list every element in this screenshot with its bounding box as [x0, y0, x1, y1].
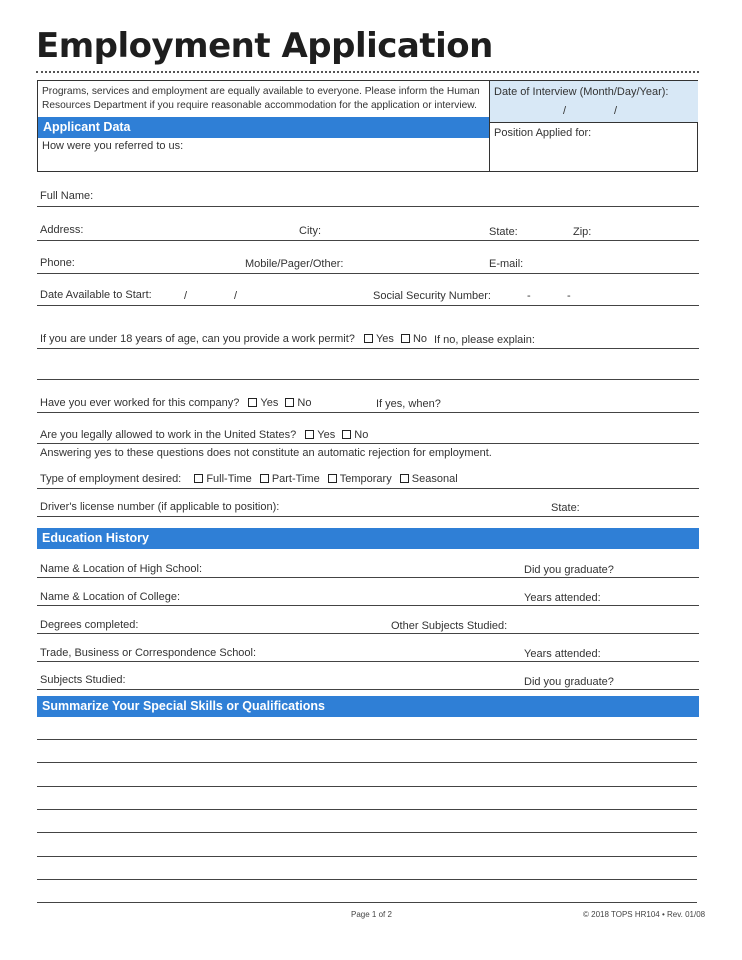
high-school-field[interactable] [37, 577, 699, 578]
trade-graduate-label: Did you graduate? [524, 676, 614, 688]
email-label: E-mail: [489, 258, 524, 270]
if-no-explain-label: If no, please explain: [434, 334, 535, 346]
college-label: Name & Location of College: [40, 591, 181, 603]
state-label: State: [489, 226, 518, 238]
equal-opportunity-notice: Programs, services and employment are equally available to everyone. Please inform the Human Resources Department if you require reasonable accommodation for the application or interview. [42, 86, 480, 111]
disclaimer-text: Answering yes to these questions does not constitute an automatic rejection for employment. [40, 447, 492, 459]
worked-before-no-checkbox[interactable] [285, 398, 294, 407]
education-header: Education History [37, 528, 699, 549]
title-divider [36, 71, 699, 73]
ssn-separator: - [567, 290, 571, 302]
legal-work-yes-checkbox[interactable] [305, 430, 314, 439]
page-number: Page 1 of 2 [351, 910, 392, 919]
ssn-label: Social Security Number: [373, 290, 491, 302]
date-ssn-field[interactable] [37, 305, 699, 306]
full-time-checkbox[interactable] [194, 474, 203, 483]
header-box-divider [489, 81, 490, 172]
temporary-checkbox[interactable] [328, 474, 337, 483]
work-permit-yes-checkbox[interactable] [364, 334, 373, 343]
legal-work-question [40, 429, 368, 441]
if-yes-when-label: If yes, when? [376, 398, 441, 410]
college-field[interactable] [37, 605, 699, 606]
no-label: No [297, 397, 312, 409]
mobile-label: Mobile/Pager/Other: [245, 258, 344, 270]
referred-label: How were you referred to us: [42, 140, 184, 152]
full-name-label: Full Name: [40, 190, 94, 202]
part-time-checkbox[interactable] [260, 474, 269, 483]
position-applied-label: Position Applied for: [494, 127, 592, 139]
legal-work-label: Are you legally allowed to work in the United States? [40, 429, 297, 441]
license-label: Driver's license number (if applicable to position): [40, 501, 280, 513]
work-permit-label: If you are under 18 years of age, can you provide a work permit? [40, 333, 355, 345]
subjects-studied-label: Subjects Studied: [40, 674, 126, 686]
copyright: © 2018 TOPS HR104 • Rev. 01/08 [583, 910, 706, 919]
full-time-label: Full-Time [206, 473, 252, 485]
degrees-label: Degrees completed: [40, 619, 139, 631]
legal-work-no-checkbox[interactable] [342, 430, 351, 439]
skills-header: Summarize Your Special Skills or Qualifications [37, 696, 699, 717]
page-title: Employment Application [36, 26, 493, 66]
skills-line[interactable] [37, 762, 697, 763]
high-school-label: Name & Location of High School: [40, 563, 203, 575]
seasonal-label: Seasonal [411, 473, 458, 485]
trade-school-label: Trade, Business or Correspondence School: [40, 647, 257, 659]
skills-line[interactable] [37, 809, 697, 810]
address-field[interactable] [37, 240, 699, 241]
city-label: City: [299, 225, 321, 237]
college-years-label: Years attended: [524, 592, 601, 604]
license-state-label: State: [551, 502, 580, 514]
work-permit-question [40, 333, 427, 345]
trade-years-label: Years attended: [524, 648, 601, 660]
zip-label: Zip: [573, 226, 592, 238]
worked-before-question [40, 397, 311, 409]
interview-date-separator: / [614, 105, 618, 117]
employment-type-field[interactable] [37, 488, 699, 489]
interview-date-label: Date of Interview (Month/Day/Year): [494, 86, 669, 98]
worked-before-label: Have you ever worked for this company? [40, 397, 240, 409]
date-available-label: Date Available to Start: [40, 289, 152, 301]
license-field[interactable] [37, 516, 699, 517]
other-subjects-label: Other Subjects Studied: [391, 620, 508, 632]
seasonal-checkbox[interactable] [400, 474, 409, 483]
no-label: No [354, 429, 369, 441]
skills-line[interactable] [37, 739, 697, 740]
work-permit-no-checkbox[interactable] [401, 334, 410, 343]
trade-school-field[interactable] [37, 661, 699, 662]
worked-before-yes-checkbox[interactable] [248, 398, 257, 407]
work-permit-explain-field[interactable] [37, 379, 699, 380]
full-name-field[interactable] [37, 206, 699, 207]
employment-type-label: Type of employment desired: [40, 473, 182, 485]
no-label: No [412, 333, 428, 345]
temporary-label: Temporary [339, 473, 392, 485]
skills-line[interactable] [37, 902, 697, 903]
degrees-field[interactable] [37, 633, 699, 634]
worked-before-field[interactable] [37, 412, 699, 413]
yes-label: Yes [260, 397, 279, 409]
subjects-studied-field[interactable] [37, 689, 699, 690]
skills-line[interactable] [37, 856, 697, 857]
applicant-data-header: Applicant Data [38, 117, 489, 138]
interview-date-separator: / [563, 105, 567, 117]
date-separator: / [184, 290, 188, 302]
address-label: Address: [40, 224, 84, 236]
part-time-label: Part-Time [271, 473, 320, 485]
phone-label: Phone: [40, 257, 75, 269]
skills-line[interactable] [37, 786, 697, 787]
phone-field[interactable] [37, 273, 699, 274]
yes-label: Yes [375, 333, 394, 345]
employment-type-question [40, 473, 458, 485]
ssn-separator: - [527, 290, 531, 302]
skills-line[interactable] [37, 879, 697, 880]
legal-work-field[interactable] [37, 443, 699, 444]
hs-graduate-label: Did you graduate? [524, 564, 614, 576]
yes-label: Yes [317, 429, 336, 441]
work-permit-field[interactable] [37, 348, 699, 349]
skills-line[interactable] [37, 832, 697, 833]
date-separator: / [234, 290, 238, 302]
